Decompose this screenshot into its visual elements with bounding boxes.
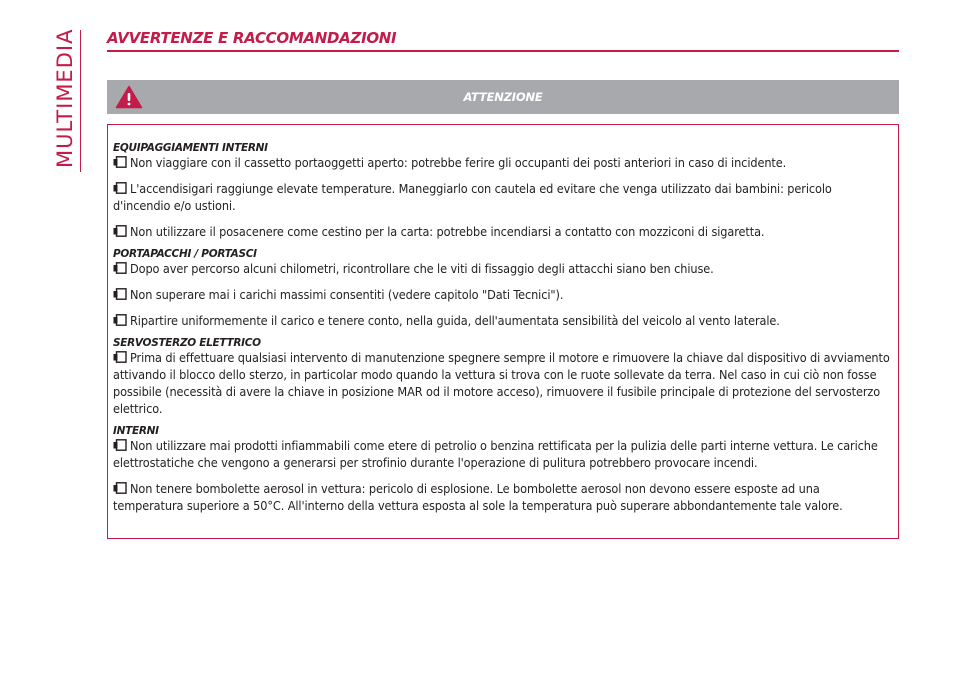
warning-item-text: Non tenere bombolette aerosol in vettura: pericolo di esplosione. Le bombolette aerosol non devono essere esposte ad una temperatura superiore a 50°C. All'interno della vettura esposta al sole la temperatura può superare abbondantemente tale valore. [113,481,843,513]
warning-item-text: Dopo aver percorso alcuni chilometri, ricontrollare che le viti di fissaggio degli attacchi siano ben chiuse. [130,261,714,276]
checkbox-bullet-icon [113,482,127,494]
checkbox-bullet-icon [113,182,127,194]
warning-item [113,437,891,471]
section-heading: PORTAPACCHI / PORTASCI [113,248,257,260]
warning-item [113,312,891,329]
page-title: AVVERTENZE E RACCOMANDAZIONI [107,29,397,47]
checkbox-bullet-icon [113,288,127,300]
checkbox-bullet-icon [113,225,127,237]
warning-item [113,223,891,240]
warning-item [113,154,891,171]
warning-header [107,80,899,114]
warning-box [107,124,899,539]
warning-item [113,286,891,303]
side-divider [80,30,81,172]
warning-content [113,142,891,514]
section-heading: EQUIPAGGIAMENTI INTERNI [113,142,268,154]
warning-item-text: Non utilizzare il posacenere come cestino per la carta: potrebbe incendiarsi a contatto con mozziconi di sigaretta. [130,224,765,239]
section-heading: SERVOSTERZO ELETTRICO [113,337,261,349]
warning-item [113,349,891,417]
warning-item-text: Non utilizzare mai prodotti infiammabili come etere di petrolio o benzina rettificata per la pulizia delle parti interne vettura. Le cariche elettrostatiche che vengono a generarsi per strofinio durante l'operazione di pulitura potrebbero provocare incendi. [113,438,878,470]
warning-item [113,480,891,514]
warning-item-text: Non viaggiare con il cassetto portaoggetti aperto: potrebbe ferire gli occupanti dei posti anteriori in caso di incidente. [130,155,787,170]
checkbox-bullet-icon [113,314,127,326]
section-heading: INTERNI [113,425,159,437]
checkbox-bullet-icon [113,439,127,451]
warning-item-text: Ripartire uniformemente il carico e tenere conto, nella guida, dell'aumentata sensibilità del veicolo al vento laterale. [130,313,780,328]
section-side-label: MULTIMEDIA [53,28,77,168]
warning-item-text: Non superare mai i carichi massimi consentiti (vedere capitolo "Dati Tecnici"). [130,287,564,302]
checkbox-bullet-icon [113,262,127,274]
checkbox-bullet-icon [113,351,127,363]
checkbox-bullet-icon [113,156,127,168]
warning-item [113,260,891,277]
warning-item [113,180,891,214]
title-underline [107,50,899,52]
warning-item-text: Prima di effettuare qualsiasi intervento di manutenzione spegnere sempre il motore e rimuovere la chiave dal dispositivo di avviamento attivando il blocco dello sterzo, in particolar modo quando la vettura si trova con le ruote sollevate da terra. Nel caso in cui ciò non fosse possibile (necessità di avere la chiave in posizione MAR od il motore acceso), rimuovere il fusibile principale di protezione del servosterzo elettrico. [113,350,890,416]
warning-title: ATTENZIONE [463,90,543,104]
warning-item-text: L'accendisigari raggiunge elevate temperature. Maneggiarlo con cautela ed evitare che venga utilizzato dai bambini: pericolo d'incendio e/o ustioni. [113,181,832,213]
